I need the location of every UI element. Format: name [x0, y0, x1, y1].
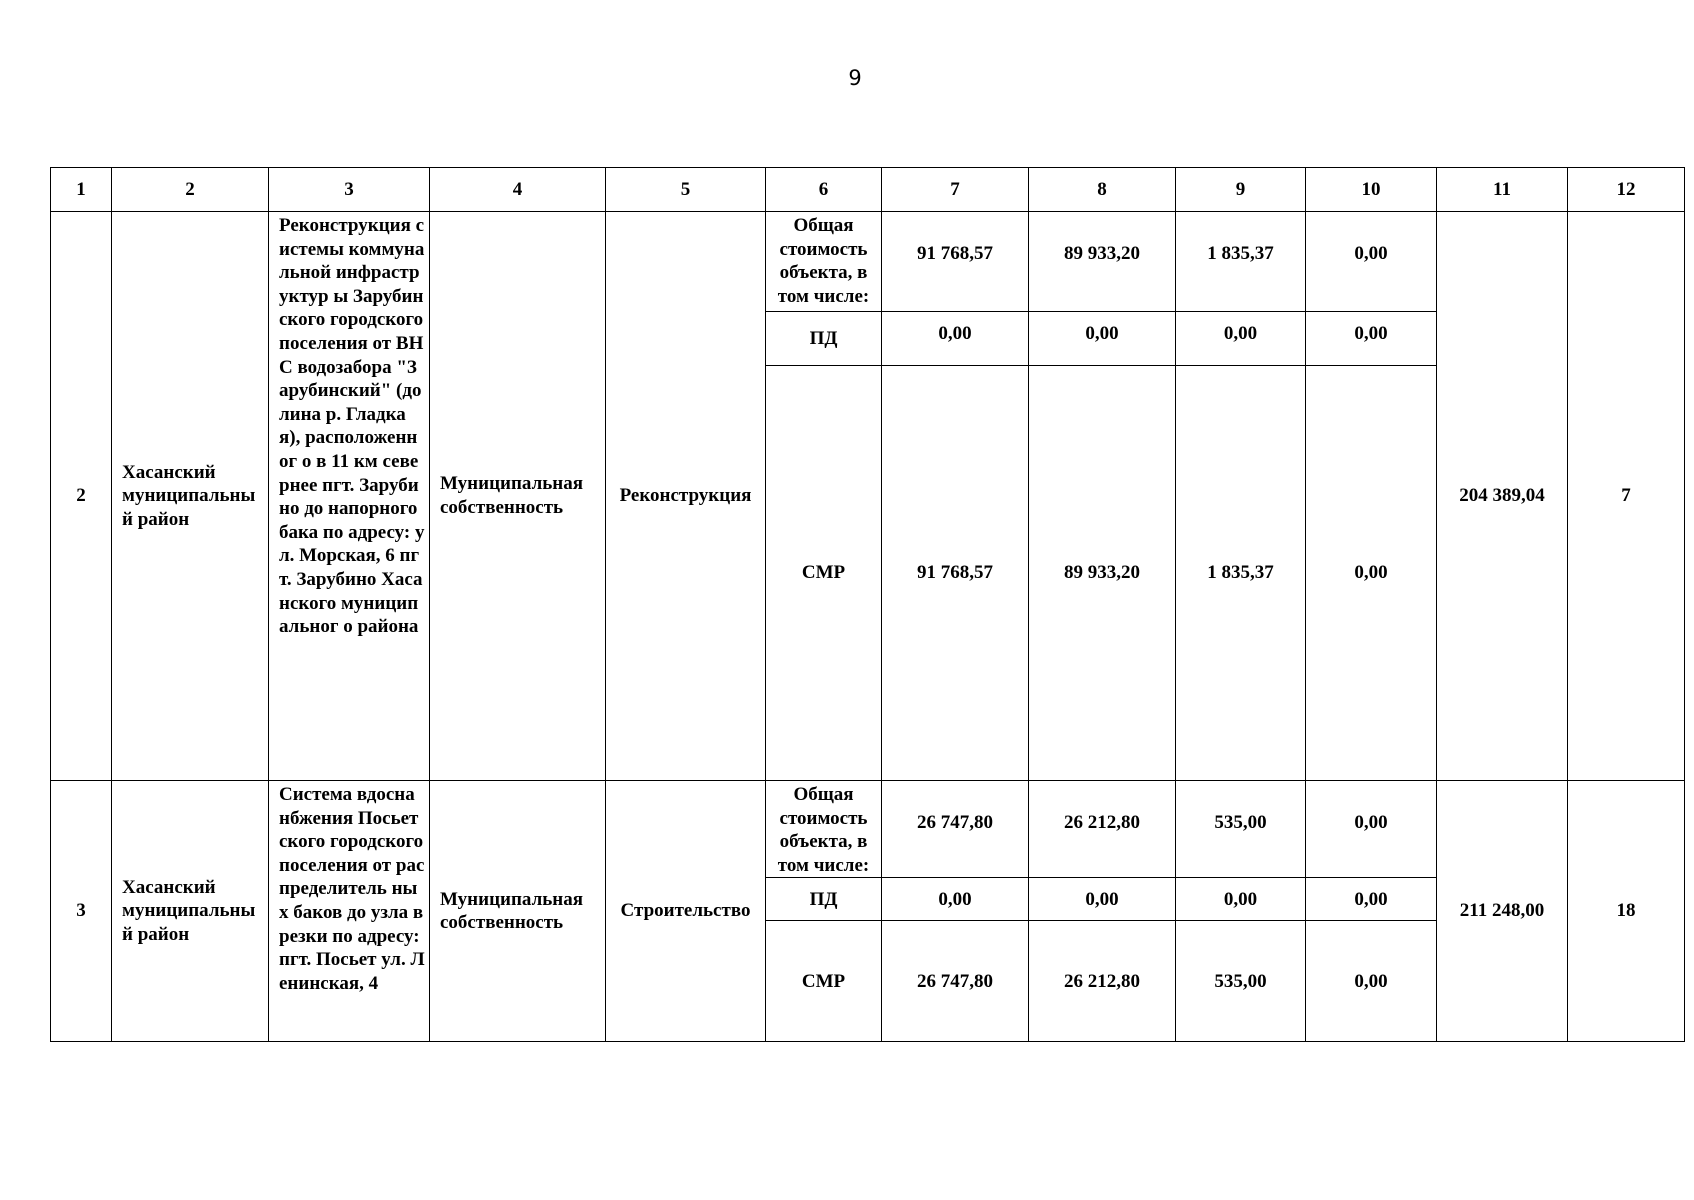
smr-value: 26 212,80	[1029, 921, 1176, 1042]
header-cell: 2	[112, 168, 269, 212]
district-cell: Хасанский муниципальны й район	[112, 781, 269, 1042]
total-cost-value: 26 212,80	[1029, 781, 1176, 878]
pd-value: 0,00	[1176, 312, 1306, 366]
smr-value: 1 835,37	[1176, 366, 1306, 781]
header-cell: 11	[1437, 168, 1568, 212]
smr-value: 535,00	[1176, 921, 1306, 1042]
smr-value: 89 933,20	[1029, 366, 1176, 781]
pd-value: 0,00	[1306, 312, 1437, 366]
col12-value: 18	[1568, 781, 1685, 1042]
pd-value: 0,00	[1306, 878, 1437, 921]
object-description: Реконструкция системы коммунальной инфраструктур ы Зарубинского городского поселения от ВНС водозабора "Зарубинский" (долина р. Гладкая), расположенног о в 11 км севернее пгт. Зарубино до напорного бака по адресу: ул. Морская, 6 пгт. Зарубино Хасанского муниципальног о района	[269, 212, 430, 781]
header-cell: 4	[430, 168, 606, 212]
smr-value: 26 747,80	[882, 921, 1029, 1042]
pd-label: ПД	[766, 878, 882, 921]
smr-label: СМР	[766, 921, 882, 1042]
col12-value: 7	[1568, 212, 1685, 781]
header-cell: 6	[766, 168, 882, 212]
pd-value: 0,00	[1029, 878, 1176, 921]
col11-value: 204 389,04	[1437, 212, 1568, 781]
header-cell: 9	[1176, 168, 1306, 212]
table-row	[51, 212, 1685, 312]
col11-value: 211 248,00	[1437, 781, 1568, 1042]
smr-value: 0,00	[1306, 921, 1437, 1042]
total-cost-value: 1 835,37	[1176, 212, 1306, 312]
smr-label: СМР	[766, 366, 882, 781]
row-number: 3	[51, 781, 112, 1042]
district-cell: Хасанский муниципальны й район	[112, 212, 269, 781]
work-type-cell: Реконструкция	[606, 212, 766, 781]
pd-value: 0,00	[882, 312, 1029, 366]
total-cost-value: 535,00	[1176, 781, 1306, 878]
header-cell: 5	[606, 168, 766, 212]
pd-value: 0,00	[1176, 878, 1306, 921]
pd-value: 0,00	[1029, 312, 1176, 366]
header-cell: 3	[269, 168, 430, 212]
ownership-cell: Муниципальная собственность	[430, 781, 606, 1042]
row-number: 2	[51, 212, 112, 781]
table-row	[51, 781, 1685, 878]
header-cell: 12	[1568, 168, 1685, 212]
object-description: Система вдоснанбжения Посьетского городского поселения от распределитель ных баков до узла врезки по адресу: пгт. Посьет ул. Ленинская, 4	[269, 781, 430, 1042]
total-cost-value: 91 768,57	[882, 212, 1029, 312]
smr-value: 91 768,57	[882, 366, 1029, 781]
smr-value: 0,00	[1306, 366, 1437, 781]
total-cost-label: Общая стоимость объекта, в том числе:	[766, 212, 882, 312]
pd-value: 0,00	[882, 878, 1029, 921]
total-cost-value: 0,00	[1306, 781, 1437, 878]
header-cell: 1	[51, 168, 112, 212]
total-cost-value: 0,00	[1306, 212, 1437, 312]
ownership-cell: Муниципальная собственность	[430, 212, 606, 781]
pd-label: ПД	[766, 312, 882, 366]
total-cost-label: Общая стоимость объекта, в том числе:	[766, 781, 882, 878]
total-cost-value: 26 747,80	[882, 781, 1029, 878]
total-cost-value: 89 933,20	[1029, 212, 1176, 312]
header-cell: 10	[1306, 168, 1437, 212]
header-cell: 8	[1029, 168, 1176, 212]
header-cell: 7	[882, 168, 1029, 212]
page-number: 9	[848, 66, 862, 90]
column-number-row	[51, 168, 1685, 212]
object-table	[50, 167, 1685, 1042]
work-type-cell: Строительство	[606, 781, 766, 1042]
